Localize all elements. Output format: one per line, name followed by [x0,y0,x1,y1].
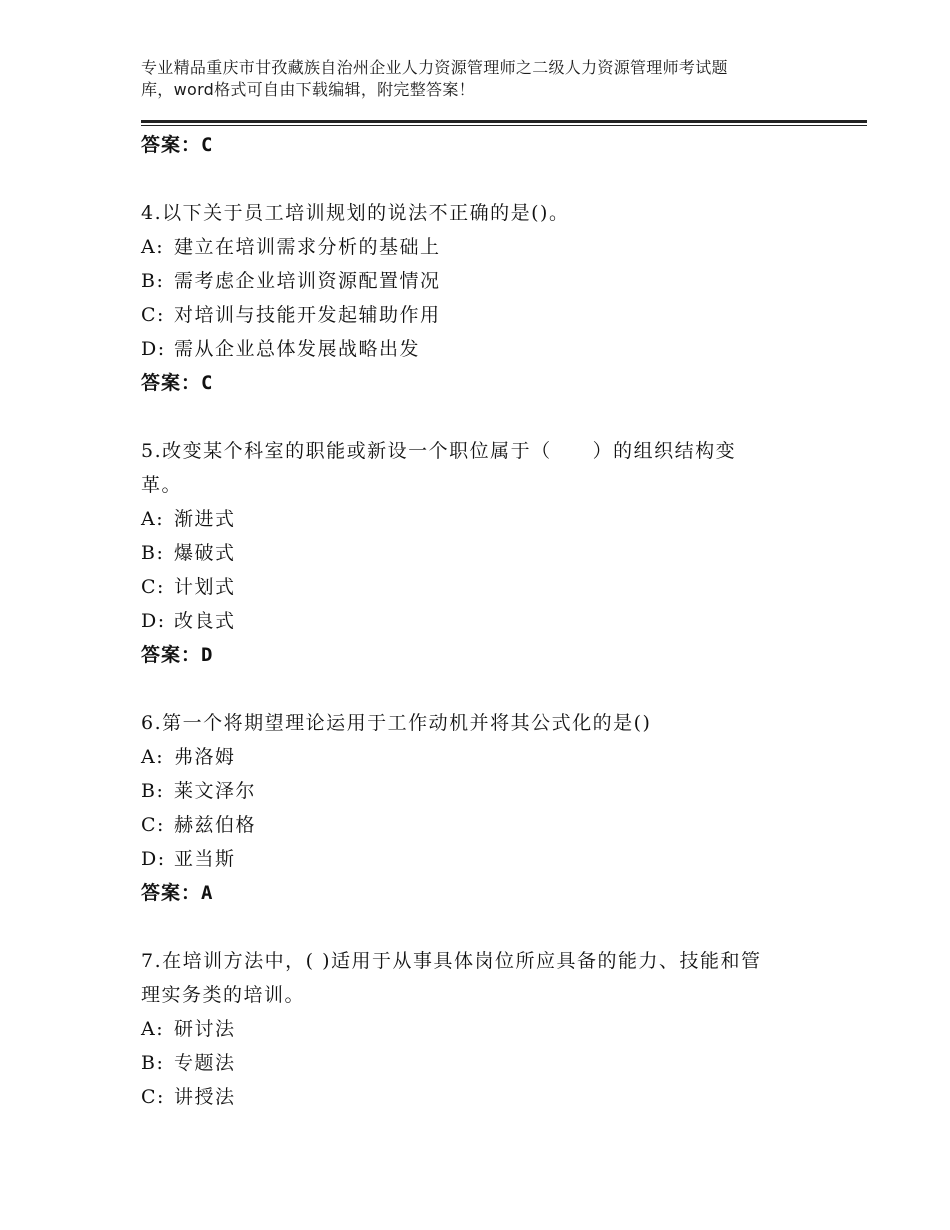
option-b [141,536,841,570]
option-key: A: [141,236,165,258]
question-text-line: 理实务类的培训。 [141,984,306,1006]
option-text: 改良式 [174,610,236,632]
option-b [141,774,841,808]
option-text: 计划式 [174,576,236,598]
document-header [141,57,831,101]
answer-value: C [201,134,214,156]
option-d [141,842,841,876]
answer-line [141,638,841,672]
answer-line [141,876,841,910]
option-text: 对培训与技能开发起辅助作用 [174,304,441,326]
option-text: 赫兹伯格 [174,814,257,836]
answer-label: 答案： [141,372,202,394]
answer-value: A [201,882,214,904]
question-text-line: 5.改变某个科室的职能或新设一个职位属于（ ）的组织结构变 [141,440,737,462]
option-key: C: [141,576,165,598]
option-key: A: [141,1018,165,1040]
document-body [141,126,841,1114]
option-a [141,1012,841,1046]
question-text-line: 6.第一个将期望理论运用于工作动机并将其公式化的是() [141,712,652,734]
option-text: 莱文泽尔 [174,780,257,802]
header-title-line-1: 专业精品重庆市甘孜藏族自治州企业人力资源管理师之二级人力资源管理师考试题 [141,58,728,77]
option-a [141,740,841,774]
option-text: 弗洛姆 [174,746,236,768]
question-text-line: 革。 [141,474,183,496]
answer-label: 答案： [141,644,202,666]
option-text: 需从企业总体发展战略出发 [174,338,421,360]
option-d [141,604,841,638]
option-key: A: [141,508,165,530]
option-key: D: [141,848,166,870]
option-text: 专题法 [174,1052,236,1074]
option-text: 渐进式 [174,508,236,530]
option-key: C: [141,1086,165,1108]
option-key: B: [141,270,165,292]
option-text: 建立在培训需求分析的基础上 [174,236,441,258]
option-a [141,502,841,536]
option-text: 讲授法 [174,1086,236,1108]
question-5 [141,434,841,502]
option-b [141,264,841,298]
option-text: 爆破式 [174,542,236,564]
option-c [141,570,841,604]
option-key: C: [141,814,165,836]
answer-line [141,366,841,400]
question-text-line: 7.在培训方法中，( )适用于从事具体岗位所应具备的能力、技能和管 [141,950,762,972]
question-4 [141,196,841,230]
option-b [141,1046,841,1080]
question-6 [141,706,841,740]
answer-label: 答案： [141,882,202,904]
answer-value: C [201,372,214,394]
option-key: C: [141,304,165,326]
option-text: 需考虑企业培训资源配置情况 [174,270,441,292]
option-key: B: [141,780,165,802]
header-title-line-2: 库，word格式可自由下载编辑，附完整答案！ [141,80,475,99]
question-text-line: 4.以下关于员工培训规划的说法不正确的是()。 [141,202,570,224]
option-key: D: [141,338,166,360]
option-key: D: [141,610,166,632]
answer-label: 答案： [141,134,202,156]
answer-line [141,128,841,162]
option-text: 研讨法 [174,1018,236,1040]
question-7 [141,944,841,1012]
option-text: 亚当斯 [174,848,236,870]
option-key: B: [141,542,165,564]
option-c [141,298,841,332]
answer-value: D [201,644,214,666]
header-rule-thick [141,120,867,123]
option-a [141,230,841,264]
option-c [141,808,841,842]
option-c [141,1080,841,1114]
option-key: B: [141,1052,165,1074]
option-key: A: [141,746,165,768]
option-d [141,332,841,366]
